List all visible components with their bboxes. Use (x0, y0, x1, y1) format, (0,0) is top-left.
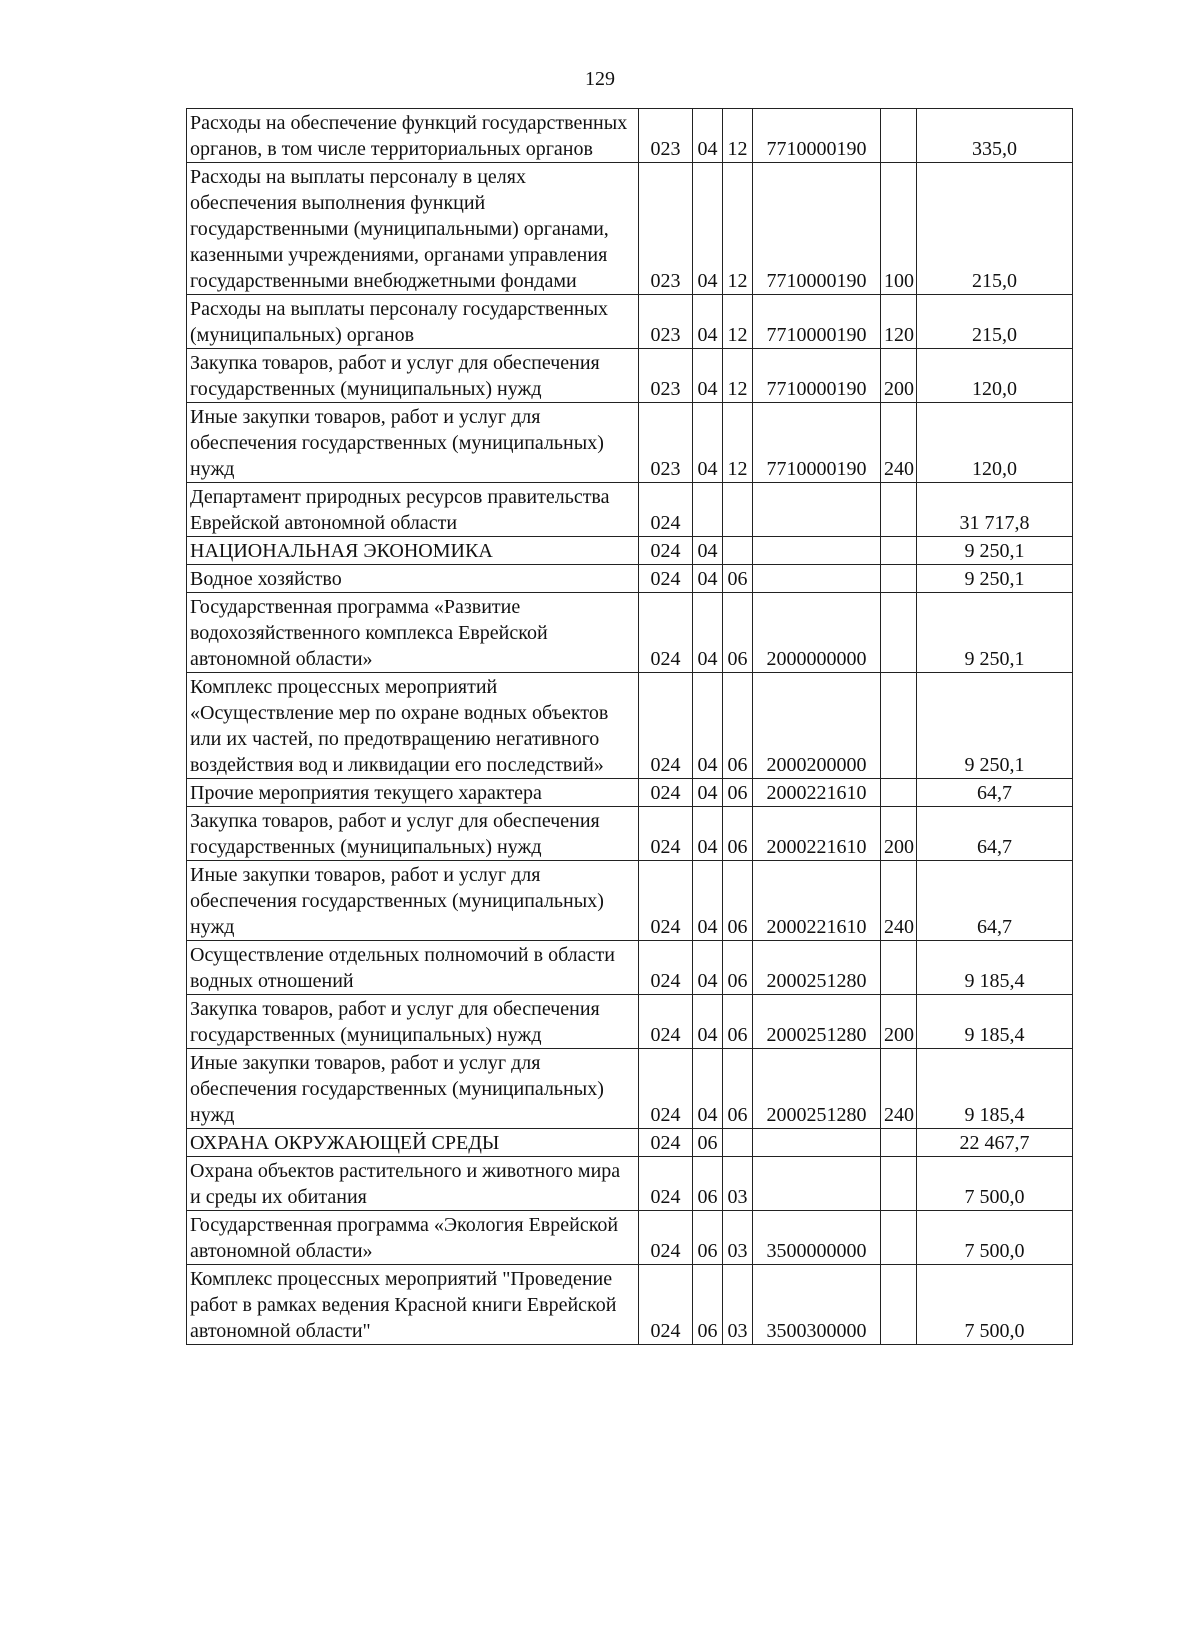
row-section-code: 04 (693, 349, 723, 403)
row-subsection-code: 06 (723, 1049, 753, 1129)
row-ministry-code: 024 (639, 673, 693, 779)
row-expense-type: 200 (881, 995, 917, 1049)
row-target-code: 2000200000 (753, 673, 881, 779)
row-section-code: 04 (693, 537, 723, 565)
row-name: Государственная программа «Экология Еврейской автономной области» (187, 1211, 639, 1265)
row-ministry-code: 023 (639, 403, 693, 483)
row-ministry-code: 024 (639, 941, 693, 995)
row-section-code: 04 (693, 995, 723, 1049)
row-ministry-code: 023 (639, 295, 693, 349)
row-section-code: 04 (693, 565, 723, 593)
row-expense-type (881, 483, 917, 537)
row-name: Водное хозяйство (187, 565, 639, 593)
row-amount: 22 467,7 (917, 1129, 1073, 1157)
row-subsection-code: 03 (723, 1157, 753, 1211)
row-amount: 9 250,1 (917, 593, 1073, 673)
row-name: Закупка товаров, работ и услуг для обеспечения государственных (муниципальных) нужд (187, 807, 639, 861)
table-row (187, 1129, 1073, 1157)
table-row (187, 565, 1073, 593)
row-name: Расходы на обеспечение функций государственных органов, в том числе территориальных органов (187, 109, 639, 163)
row-expense-type (881, 941, 917, 995)
row-target-code: 3500000000 (753, 1211, 881, 1265)
row-amount: 9 250,1 (917, 673, 1073, 779)
table-row (187, 779, 1073, 807)
row-amount: 215,0 (917, 163, 1073, 295)
row-name: ОХРАНА ОКРУЖАЮЩЕЙ СРЕДЫ (187, 1129, 639, 1157)
row-subsection-code: 06 (723, 593, 753, 673)
row-section-code: 04 (693, 1049, 723, 1129)
row-section-code: 06 (693, 1157, 723, 1211)
row-ministry-code: 024 (639, 779, 693, 807)
row-expense-type (881, 1265, 917, 1345)
row-target-code: 3500300000 (753, 1265, 881, 1345)
row-target-code (753, 537, 881, 565)
row-expense-type (881, 673, 917, 779)
row-ministry-code: 023 (639, 163, 693, 295)
row-ministry-code: 024 (639, 995, 693, 1049)
row-target-code: 2000251280 (753, 995, 881, 1049)
row-amount: 9 185,4 (917, 1049, 1073, 1129)
row-target-code: 2000221610 (753, 779, 881, 807)
row-name: Комплекс процессных мероприятий «Осуществление мер по охране водных объектов или их частей, по предотвращению негативного воздействия вод и ликвидации его последствий» (187, 673, 639, 779)
row-expense-type (881, 537, 917, 565)
row-target-code: 2000221610 (753, 807, 881, 861)
row-amount: 335,0 (917, 109, 1073, 163)
row-subsection-code: 12 (723, 349, 753, 403)
row-target-code: 2000221610 (753, 861, 881, 941)
row-ministry-code: 024 (639, 1265, 693, 1345)
row-section-code: 04 (693, 593, 723, 673)
row-amount: 9 185,4 (917, 941, 1073, 995)
row-amount: 120,0 (917, 349, 1073, 403)
row-amount: 7 500,0 (917, 1265, 1073, 1345)
row-name: НАЦИОНАЛЬНАЯ ЭКОНОМИКА (187, 537, 639, 565)
table-row (187, 861, 1073, 941)
table-row (187, 349, 1073, 403)
row-target-code (753, 565, 881, 593)
row-amount: 64,7 (917, 779, 1073, 807)
row-amount: 215,0 (917, 295, 1073, 349)
table-row (187, 995, 1073, 1049)
table-row (187, 941, 1073, 995)
row-name: Иные закупки товаров, работ и услуг для обеспечения государственных (муниципальных) нужд (187, 861, 639, 941)
row-section-code: 04 (693, 163, 723, 295)
row-section-code: 04 (693, 807, 723, 861)
row-expense-type (881, 1157, 917, 1211)
row-subsection-code: 03 (723, 1265, 753, 1345)
row-target-code: 7710000190 (753, 163, 881, 295)
row-subsection-code: 06 (723, 807, 753, 861)
table-body (187, 109, 1073, 1345)
row-target-code: 2000251280 (753, 1049, 881, 1129)
row-amount: 64,7 (917, 861, 1073, 941)
row-expense-type (881, 109, 917, 163)
row-name: Иные закупки товаров, работ и услуг для обеспечения государственных (муниципальных) нужд (187, 1049, 639, 1129)
row-ministry-code: 024 (639, 1049, 693, 1129)
row-subsection-code: 12 (723, 403, 753, 483)
row-name: Департамент природных ресурсов правительства Еврейской автономной области (187, 483, 639, 537)
row-expense-type: 240 (881, 403, 917, 483)
row-target-code: 2000000000 (753, 593, 881, 673)
row-target-code: 7710000190 (753, 109, 881, 163)
row-subsection-code: 12 (723, 295, 753, 349)
table-row (187, 1049, 1073, 1129)
row-subsection-code: 06 (723, 565, 753, 593)
row-name: Расходы на выплаты персоналу государственных (муниципальных) органов (187, 295, 639, 349)
row-expense-type (881, 565, 917, 593)
row-subsection-code: 06 (723, 779, 753, 807)
row-expense-type (881, 593, 917, 673)
table-row (187, 807, 1073, 861)
row-subsection-code: 06 (723, 861, 753, 941)
page-number: 129 (585, 68, 615, 90)
row-target-code: 7710000190 (753, 295, 881, 349)
row-section-code: 06 (693, 1265, 723, 1345)
row-ministry-code: 024 (639, 861, 693, 941)
table-row (187, 1265, 1073, 1345)
row-ministry-code: 023 (639, 109, 693, 163)
row-expense-type: 100 (881, 163, 917, 295)
row-subsection-code: 06 (723, 995, 753, 1049)
table-row (187, 673, 1073, 779)
table-row (187, 109, 1073, 163)
row-amount: 9 250,1 (917, 565, 1073, 593)
table-row (187, 1211, 1073, 1265)
row-ministry-code: 024 (639, 483, 693, 537)
row-ministry-code: 024 (639, 565, 693, 593)
row-name: Расходы на выплаты персоналу в целях обеспечения выполнения функций государственными (муниципальными) органами, казенными учреждениями, органами управления государственными внебюджетными фондами (187, 163, 639, 295)
row-expense-type: 240 (881, 861, 917, 941)
row-target-code (753, 1157, 881, 1211)
table-row (187, 403, 1073, 483)
row-name: Охрана объектов растительного и животного мира и среды их обитания (187, 1157, 639, 1211)
row-ministry-code: 024 (639, 593, 693, 673)
row-ministry-code: 024 (639, 1157, 693, 1211)
row-subsection-code (723, 537, 753, 565)
row-expense-type: 200 (881, 807, 917, 861)
row-name: Закупка товаров, работ и услуг для обеспечения государственных (муниципальных) нужд (187, 995, 639, 1049)
row-expense-type (881, 779, 917, 807)
row-amount: 7 500,0 (917, 1211, 1073, 1265)
row-target-code: 7710000190 (753, 349, 881, 403)
row-ministry-code: 024 (639, 537, 693, 565)
row-expense-type (881, 1129, 917, 1157)
row-section-code: 04 (693, 109, 723, 163)
row-subsection-code (723, 1129, 753, 1157)
row-amount: 64,7 (917, 807, 1073, 861)
table-row (187, 483, 1073, 537)
row-ministry-code: 023 (639, 349, 693, 403)
row-name: Иные закупки товаров, работ и услуг для обеспечения государственных (муниципальных) нужд (187, 403, 639, 483)
row-subsection-code: 06 (723, 941, 753, 995)
row-ministry-code: 024 (639, 1129, 693, 1157)
row-subsection-code (723, 483, 753, 537)
row-section-code: 06 (693, 1129, 723, 1157)
table-row (187, 537, 1073, 565)
row-ministry-code: 024 (639, 1211, 693, 1265)
row-subsection-code: 12 (723, 163, 753, 295)
row-subsection-code: 03 (723, 1211, 753, 1265)
row-section-code: 04 (693, 779, 723, 807)
table-row (187, 593, 1073, 673)
row-amount: 9 250,1 (917, 537, 1073, 565)
row-section-code: 04 (693, 295, 723, 349)
row-expense-type: 200 (881, 349, 917, 403)
row-amount: 31 717,8 (917, 483, 1073, 537)
row-section-code (693, 483, 723, 537)
row-ministry-code: 024 (639, 807, 693, 861)
row-target-code: 2000251280 (753, 941, 881, 995)
table-row (187, 295, 1073, 349)
table-row (187, 163, 1073, 295)
row-name: Осуществление отдельных полномочий в области водных отношений (187, 941, 639, 995)
row-name: Прочие мероприятия текущего характера (187, 779, 639, 807)
row-amount: 9 185,4 (917, 995, 1073, 1049)
row-name: Комплекс процессных мероприятий "Проведение работ в рамках ведения Красной книги Еврейской автономной области" (187, 1265, 639, 1345)
row-expense-type (881, 1211, 917, 1265)
row-amount: 7 500,0 (917, 1157, 1073, 1211)
row-amount: 120,0 (917, 403, 1073, 483)
row-section-code: 04 (693, 941, 723, 995)
row-expense-type: 240 (881, 1049, 917, 1129)
row-name: Государственная программа «Развитие водохозяйственного комплекса Еврейской автономной области» (187, 593, 639, 673)
budget-table (186, 108, 1073, 1345)
row-target-code (753, 483, 881, 537)
row-section-code: 04 (693, 861, 723, 941)
row-expense-type: 120 (881, 295, 917, 349)
row-section-code: 04 (693, 403, 723, 483)
row-name: Закупка товаров, работ и услуг для обеспечения государственных (муниципальных) нужд (187, 349, 639, 403)
row-subsection-code: 06 (723, 673, 753, 779)
row-section-code: 04 (693, 673, 723, 779)
row-section-code: 06 (693, 1211, 723, 1265)
table-row (187, 1157, 1073, 1211)
row-target-code (753, 1129, 881, 1157)
row-target-code: 7710000190 (753, 403, 881, 483)
row-subsection-code: 12 (723, 109, 753, 163)
